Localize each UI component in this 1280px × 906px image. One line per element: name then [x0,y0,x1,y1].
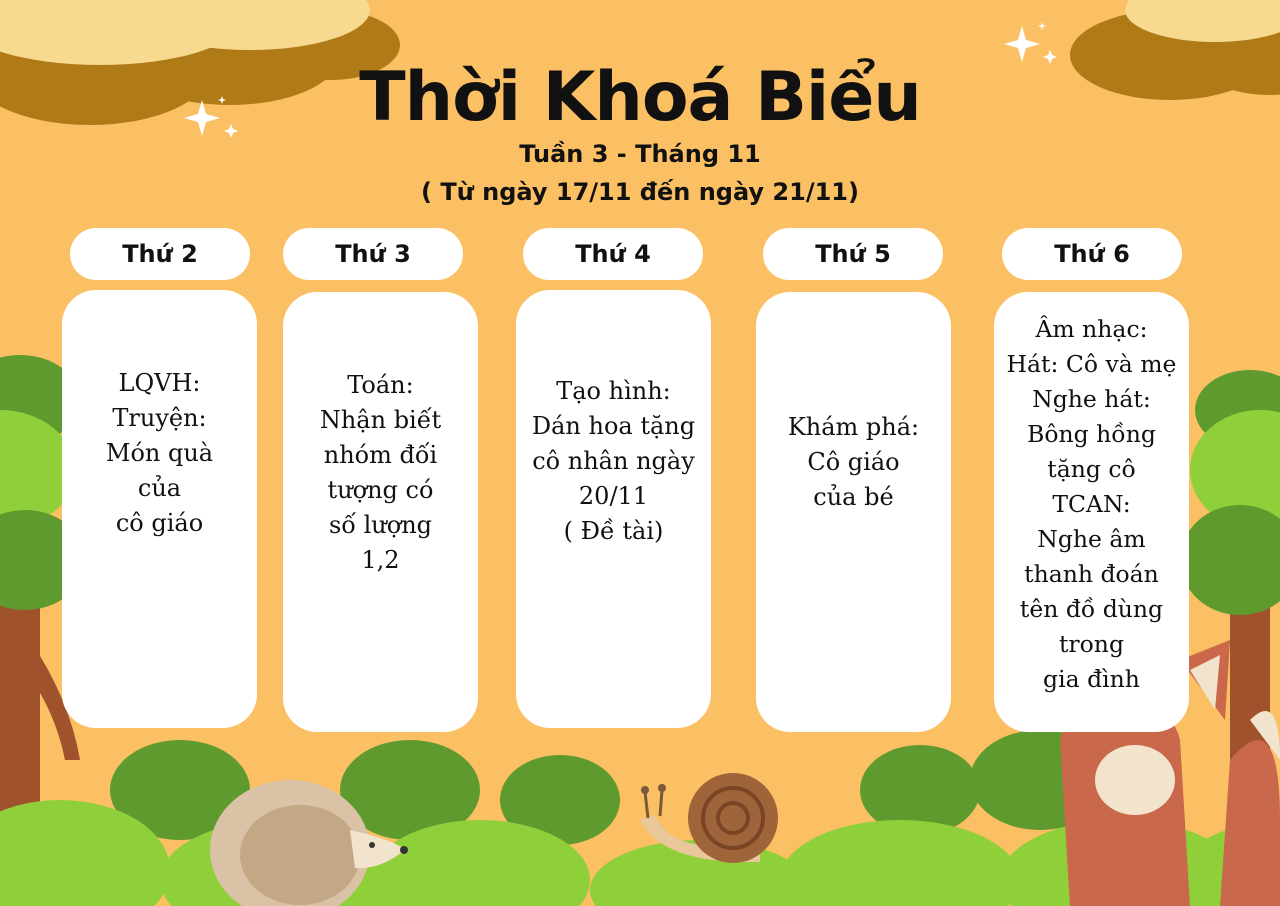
day-label: Thứ 5 [815,240,891,268]
day-header-thu-6 [1002,228,1182,280]
day-content: Tạo hình: Dán hoa tặng cô nhân ngày 20/11 ( Đề tài) [531,377,696,545]
day-header-thu-2 [70,228,250,280]
day-content: LQVH: Truyện: Món quà của cô giáo [105,369,214,537]
day-label: Thứ 2 [122,240,198,268]
day-card-thu-5 [756,292,951,732]
day-content: Toán: Nhận biết nhóm đối tượng có số lượng 1,2 [319,371,442,574]
day-header-thu-4 [523,228,703,280]
day-card-thu-2 [62,290,257,728]
date-range: ( Từ ngày 17/11 đến ngày 21/11) [421,178,859,206]
day-content: Khám phá: Cô giáo của bé [787,413,920,511]
day-card-thu-6 [994,292,1189,732]
day-card-thu-3 [283,292,478,732]
day-content: Âm nhạc: Hát: Cô và mẹ Nghe hát: Bông hồng tặng cô TCAN: Nghe âm thanh đoán tên đồ dùng trong gia đình [1006,315,1177,693]
day-label: Thứ 4 [575,240,651,268]
day-card-thu-4 [516,290,711,728]
day-label: Thứ 6 [1054,240,1130,268]
day-label: Thứ 3 [335,240,411,268]
day-header-thu-5 [763,228,943,280]
week-subtitle: Tuần 3 - Tháng 11 [519,140,761,168]
day-header-thu-3 [283,228,463,280]
page-title: Thời Khoá Biểu [359,58,921,137]
